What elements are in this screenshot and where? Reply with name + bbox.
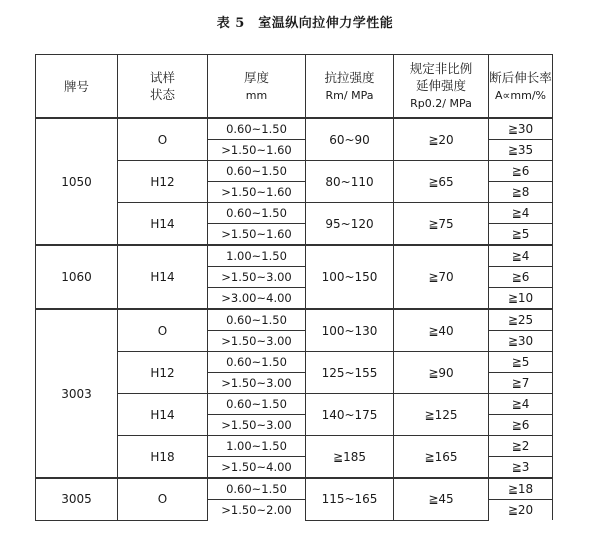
cell-yield: ≧45 [394, 478, 489, 520]
cell-yield: ≧90 [394, 352, 489, 394]
cell-elongation: ≧25 [489, 309, 553, 331]
header-elongation: 断后伸长率 A∝mm/% [489, 55, 553, 119]
cell-tensile: 100~150 [306, 245, 394, 309]
cell-elongation: ≧18 [489, 478, 553, 500]
cell-elongation: ≧6 [489, 415, 553, 436]
cell-yield: ≧70 [394, 245, 489, 309]
cell-state: H18 [118, 436, 208, 479]
cell-thickness: 1.00~1.50 [208, 436, 306, 457]
cell-elongation: ≧4 [489, 394, 553, 415]
cell-thickness: 0.60~1.50 [208, 478, 306, 500]
cell-elongation: ≧30 [489, 331, 553, 352]
header-yield-strength: 规定非比例 延伸强度 Rp0.2/ MPa [394, 55, 489, 119]
cell-thickness: 0.60~1.50 [208, 352, 306, 373]
cell-tensile: 95~120 [306, 203, 394, 246]
cell-thickness: >1.50~3.00 [208, 373, 306, 394]
cell-thickness: >1.50~3.00 [208, 415, 306, 436]
cell-tensile: 115~165 [306, 478, 394, 520]
cell-tensile: 80~110 [306, 161, 394, 203]
cell-elongation: ≧2 [489, 436, 553, 457]
cell-yield: ≧165 [394, 436, 489, 479]
cell-elongation: ≧4 [489, 245, 553, 267]
header-row [36, 55, 553, 119]
cell-thickness: 0.60~1.50 [208, 161, 306, 182]
table-title: 表 5 室温纵向拉伸力学性能 [216, 16, 394, 31]
cell-elongation: ≧10 [489, 288, 553, 310]
cell-thickness: 1.00~1.50 [208, 245, 306, 267]
cell-state: H12 [118, 161, 208, 203]
cell-state: H12 [118, 352, 208, 394]
header-thickness: 厚度 mm [208, 55, 306, 119]
cell-grade: 1060 [36, 245, 118, 309]
cell-yield: ≧40 [394, 309, 489, 352]
cell-yield: ≧75 [394, 203, 489, 246]
cell-elongation: ≧8 [489, 182, 553, 203]
cell-elongation: ≧4 [489, 203, 553, 224]
cell-yield: ≧20 [394, 118, 489, 161]
cell-thickness: >1.50~3.00 [208, 267, 306, 288]
cell-yield: ≧125 [394, 394, 489, 436]
table-row [36, 245, 553, 267]
header-tensile-strength: 抗拉强度 Rm/ MPa [306, 55, 394, 119]
cell-elongation: ≧7 [489, 373, 553, 394]
cell-thickness: 0.60~1.50 [208, 309, 306, 331]
cell-state: O [118, 309, 208, 352]
table-row [36, 309, 553, 331]
cell-thickness: 0.60~1.50 [208, 203, 306, 224]
cell-yield: ≧65 [394, 161, 489, 203]
cell-tensile: ≧185 [306, 436, 394, 479]
cell-elongation: ≧20 [489, 500, 553, 521]
cell-elongation: ≧30 [489, 118, 553, 140]
cell-thickness: >1.50~4.00 [208, 457, 306, 479]
cell-grade: 1050 [36, 118, 118, 245]
cell-thickness: >1.50~2.00 [208, 500, 306, 521]
table-row [36, 118, 553, 140]
cell-tensile: 100~130 [306, 309, 394, 352]
cell-state: H14 [118, 203, 208, 246]
cell-thickness: >3.00~4.00 [208, 288, 306, 310]
header-state: 试样 状态 [118, 55, 208, 119]
cell-grade: 3003 [36, 309, 118, 478]
cell-thickness: >1.50~1.60 [208, 140, 306, 161]
table-row [36, 478, 553, 500]
cell-thickness: >1.50~3.00 [208, 331, 306, 352]
cell-state: O [118, 118, 208, 161]
cell-thickness: >1.50~1.60 [208, 182, 306, 203]
cell-elongation: ≧6 [489, 161, 553, 182]
cell-state: H14 [118, 245, 208, 309]
cell-elongation: ≧3 [489, 457, 553, 479]
cell-thickness: 0.60~1.50 [208, 118, 306, 140]
cell-elongation: ≧35 [489, 140, 553, 161]
cell-tensile: 60~90 [306, 118, 394, 161]
cell-elongation: ≧6 [489, 267, 553, 288]
cell-elongation: ≧5 [489, 352, 553, 373]
cell-tensile: 140~175 [306, 394, 394, 436]
cell-grade: 3005 [36, 478, 118, 520]
cell-thickness: 0.60~1.50 [208, 394, 306, 415]
cell-tensile: 125~155 [306, 352, 394, 394]
cell-state: H14 [118, 394, 208, 436]
header-grade: 牌号 [36, 55, 118, 119]
mechanical-properties-table [35, 54, 553, 521]
cell-thickness: >1.50~1.60 [208, 224, 306, 246]
cell-state: O [118, 478, 208, 520]
cell-elongation: ≧5 [489, 224, 553, 246]
